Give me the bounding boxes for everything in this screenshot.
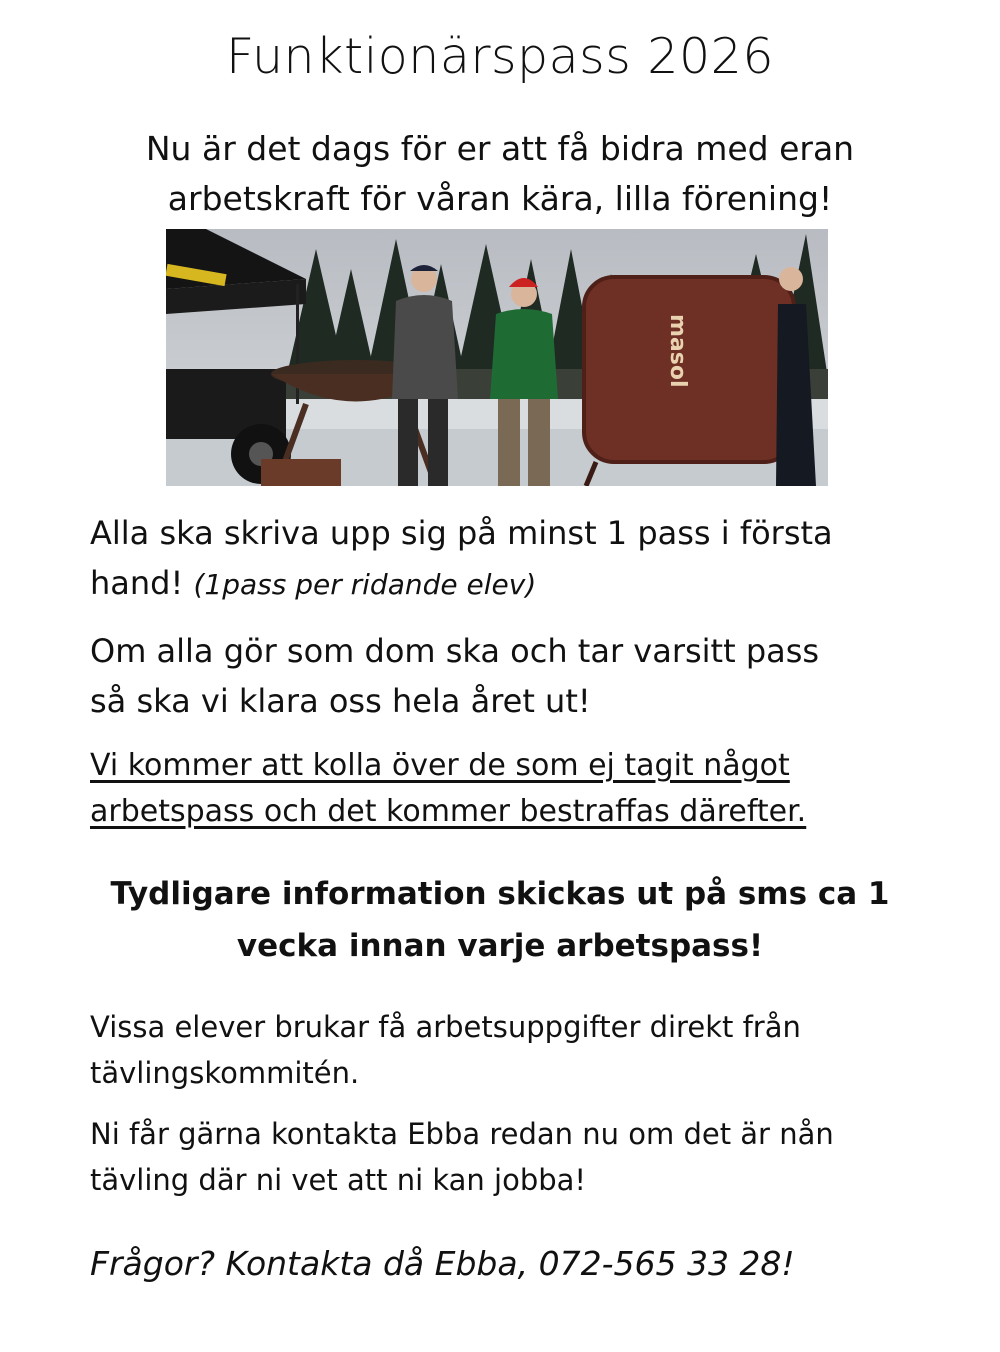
warning-line-1: Vi kommer att kolla över de som ej tagit något (90, 748, 790, 783)
year-paragraph (90, 626, 940, 726)
sms-info-line-1: Tydligare information skickas ut på sms ca 1 (110, 876, 890, 912)
year-line-1: Om alla gör som dom ska och tar varsitt pass (90, 632, 820, 670)
intro-line-1: Nu är det dags för er att få bidra med eran (145, 129, 855, 168)
sms-info-line-2: vecka innan varje arbetspass! (236, 928, 764, 964)
page-title: Funktionärspass 2026 (225, 28, 775, 85)
signup-line-2: hand! (90, 564, 184, 602)
event-photo (166, 229, 828, 486)
warning-line-2: arbetspass och det kommer bestraffas därefter. (90, 794, 807, 829)
footer-contact: Frågor? Kontakta då Ebba, 072-565 33 28! (90, 1244, 795, 1283)
contact-line-2: tävling där ni vet att ni kan jobba! (90, 1163, 587, 1197)
year-line-2: så ska vi klara oss hela året ut! (90, 682, 591, 720)
event-photo-illustration (166, 229, 828, 486)
signup-paragraph (90, 508, 940, 610)
intro-text (60, 124, 940, 224)
tasks-line-2: tävlingskommitén. (90, 1056, 360, 1090)
intro-line-2: arbetskraft för våran kära, lilla förening! (167, 179, 833, 218)
tasks-line-1: Vissa elever brukar få arbetsuppgifter direkt från (90, 1010, 801, 1044)
sms-info (60, 868, 940, 972)
contact-line-1: Ni får gärna kontakta Ebba redan nu om det är nån (90, 1117, 834, 1151)
barrel-sign-text: masol (665, 314, 690, 388)
contact-paragraph (90, 1111, 940, 1203)
tasks-paragraph (90, 1004, 940, 1096)
signup-line-1: Alla ska skriva upp sig på minst 1 pass i första (90, 514, 833, 552)
signup-note: (1pass per ridande elev) (193, 568, 537, 601)
warning-paragraph (90, 743, 940, 835)
